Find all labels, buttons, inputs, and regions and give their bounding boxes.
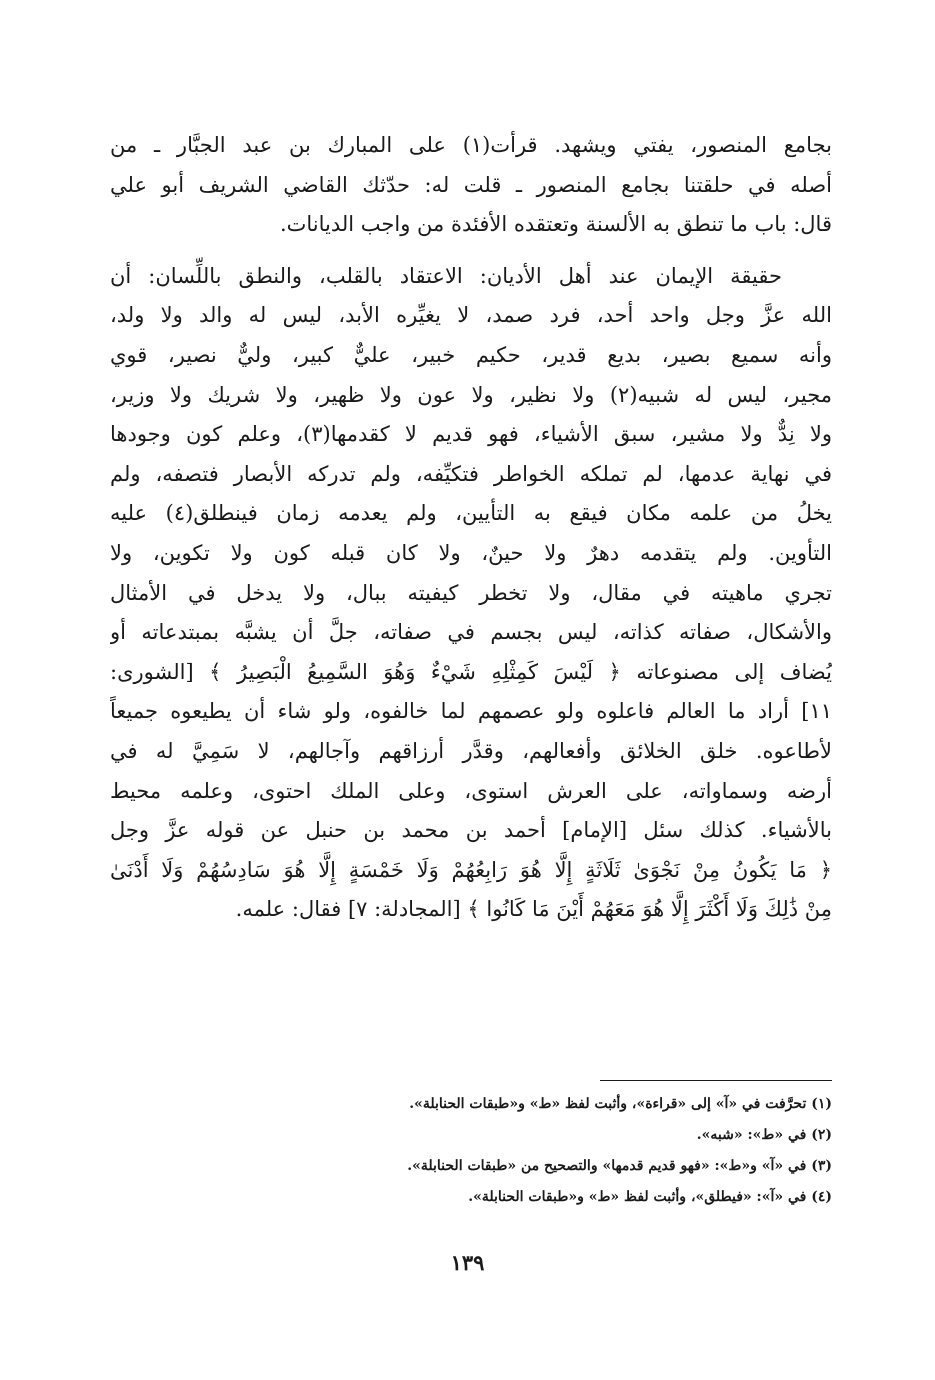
footnote-1: (١) تحرَّفت في «آ» إلى «قراءة»، وأثبت لفظ «ط» و«طبقات الحنابلة». bbox=[409, 1096, 832, 1112]
text-line: مجير، ليس له شبيه(٢) ولا نظير، ولا عون ولا ظهير، ولا شريك ولا وزير، bbox=[110, 382, 832, 407]
text-line: أرضه وسماواته، على العرش استوى، وعلى الملك احتوى، وعلمه محيط bbox=[110, 778, 832, 803]
text-line: التأوين. ولم يتقدمه دهرٌ ولا حينٌ، ولا كان قبله كون ولا تكوين، ولا bbox=[110, 540, 832, 565]
main-text bbox=[110, 126, 832, 930]
text-line: ولا نِدٌّ ولا مشير، سبق الأشياء، فهو قديم لا كقدمها(٣)، وعلم كون وجودها bbox=[110, 422, 832, 447]
footnote-4: (٤) في «آ»: «فيطلق»، وأثبت لفظ «ط» و«طبقات الحنابلة». bbox=[468, 1189, 832, 1205]
text-line: قال: باب ما تنطق به الألسنة وتعتقده الأفئدة من واجب الديانات. bbox=[279, 212, 832, 237]
text-line: يخلُ من علمه مكان فيقع به التأيين، ولم يعدمه زمان فينطلق(٤) عليه bbox=[110, 501, 832, 526]
page-number: ١٣٩ bbox=[450, 1250, 485, 1275]
text-line: ١١] أراد ما العالم فاعلوه ولو عصمهم لما خالفوه، ولو شاء أن يطيعوه جميعاً bbox=[110, 699, 832, 724]
text-line: الله عزَّ وجل واحد أحد، فرد صمد، لا يغيِّره الأبد، ليس له والد ولا ولد، bbox=[110, 303, 832, 328]
text-line: بجامع المنصور، يفتي ويشهد. قرأت(١) على المبارك بن عبد الجبَّار ـ من bbox=[110, 133, 832, 157]
text-line: بالأشياء. كذلك سئل [الإمام] أحمد بن محمد بن حنبل عن قوله عزَّ وجل bbox=[110, 818, 832, 843]
text-line: وأنه سميع بصير، بديع قدير، حكيم خبير، عليٌّ كبير، وليٌّ نصير، قوي bbox=[110, 342, 832, 367]
text-line: ﴿ مَا يَكُونُ مِنْ نَجْوَىٰ ثَلَاثَةٍ إِلَّا هُوَ رَابِعُهُمْ وَلَا خَمْسَةٍ إِلَّا هُوَ سَادِسُهُمْ وَلَا أَدْنَىٰ bbox=[110, 857, 832, 882]
text-line: مِنْ ذَٰلِكَ وَلَا أَكْثَرَ إِلَّا هُوَ مَعَهُمْ أَيْنَ مَا كَانُوا ﴾ [المجادلة: ٧] فقال: علمه. bbox=[235, 897, 832, 922]
text-line: في نهاية عدمها، لم تملكه الخواطر فتكيِّفه، ولم تدركه الأبصار فتصفه، ولم bbox=[110, 461, 832, 486]
text-line: أصله في حلقتنا بجامع المنصور ـ قلت له: حدّثك القاضي الشريف أبو علي bbox=[110, 172, 832, 197]
footnote-separator bbox=[600, 1080, 832, 1081]
text-line: حقيقة الإيمان عند أهل الأديان: الاعتقاد بالقلب، والنطق باللِّسان: أن bbox=[110, 263, 782, 288]
footnote-2: (٢) في «ط»: «شبه». bbox=[696, 1127, 832, 1143]
paragraph-2 bbox=[110, 257, 832, 930]
text-line: لأطاعوه. خلق الخلائق وأفعالهم، وقدَّر أرزاقهم وآجالهم، لا سَمِيَّ له في bbox=[110, 738, 832, 763]
text-line: تجري ماهيته في مقال، ولا تخطر كيفيته ببال، ولا يدخل في الأمثال bbox=[110, 580, 832, 605]
paragraph-gap bbox=[110, 245, 832, 257]
text-line: والأشكال، صفاته كذاته، ليس بجسم في صفاته، جلَّ أن يشبَّه بمبتدعاته أو bbox=[110, 620, 832, 645]
text-line: يُضاف إلى مصنوعاته ﴿ لَيْسَ كَمِثْلِهِ شَيْءٌ وَهُوَ السَّمِيعُ الْبَصِيرُ ﴾ [الشورى: bbox=[110, 659, 832, 684]
paragraph-1 bbox=[110, 126, 832, 245]
footnote-3: (٣) في «آ» و«ط»: «فهو قديم قدمها» والتصحيح من «طبقات الحنابلة». bbox=[407, 1158, 832, 1174]
footnotes bbox=[110, 1089, 832, 1213]
